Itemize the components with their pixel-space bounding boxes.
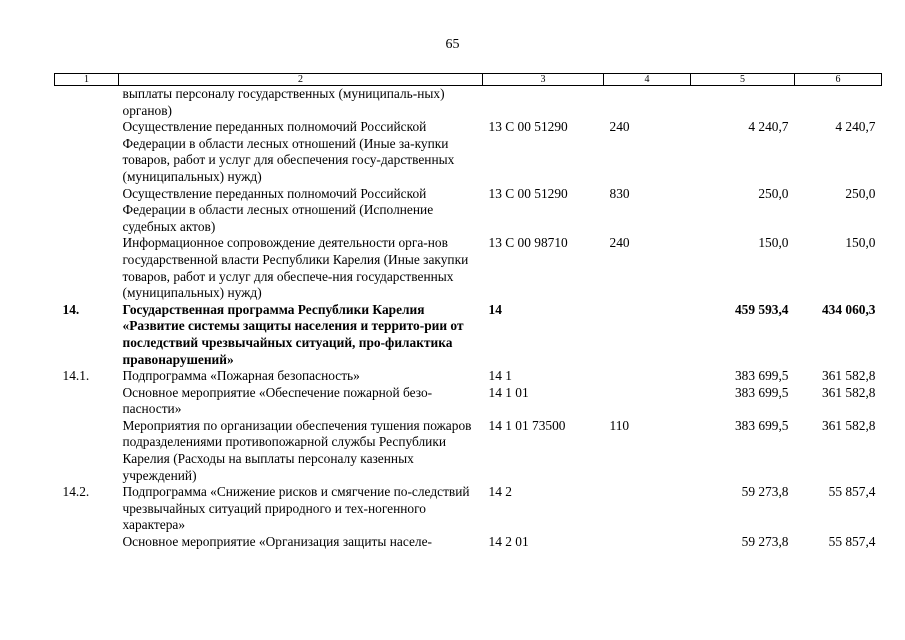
row-name: Основное мероприятие «Обеспечение пожарной безо-пасности» (122, 384, 433, 417)
amount-year-1: 59 273,8 (741, 484, 789, 500)
expense-type-code (604, 86, 691, 120)
amount-year-1: 459 593,4 (734, 301, 789, 317)
amount-year-2: 361 582,8 (821, 384, 876, 400)
amount-year-2: 434 060,3 (821, 301, 876, 317)
row-number: 14.2. (62, 484, 90, 500)
row-number: 14.1. (62, 368, 90, 384)
expense-type-code (604, 385, 691, 418)
amount-year-1: 383 699,5 (734, 384, 789, 400)
page-number: 65 (445, 37, 460, 52)
expense-type-code: 110 (609, 417, 630, 433)
amount-year-1: 250,0 (758, 185, 789, 201)
row-number (55, 119, 119, 185)
target-code: 14 2 (488, 484, 512, 500)
expense-type-code (604, 302, 691, 368)
amount-year-2: 150,0 (845, 235, 876, 251)
row-name: выплаты персоналу государственных (муниципаль-ных) органов) (122, 86, 445, 118)
target-code: 13 С 00 98710 (488, 235, 568, 251)
expense-type-code: 240 (609, 235, 630, 251)
amount-year-1: 383 699,5 (734, 417, 789, 433)
row-name: Государственная программа Республики Карелия «Развитие системы защиты населения и террито-рии от последствий чрезвычайных ситуаций, про-филактика правонарушений» (122, 301, 464, 367)
expense-type-code (604, 484, 691, 534)
expense-type-code: 830 (609, 185, 630, 201)
table-row (55, 368, 882, 385)
table-row (55, 484, 882, 534)
amount-year-2: 55 857,4 (828, 484, 876, 500)
row-name: Информационное сопровождение деятельности орга-нов государственной власти Республики Карелия (Иные закупки товаров, работ и услуг для обеспече-ния государственных (муниципальных) нужд) (122, 235, 469, 301)
amount-year-2: 361 582,8 (821, 417, 876, 433)
amount-year-1 (691, 86, 795, 120)
expense-type-code (604, 534, 691, 551)
column-header-2: 2 (119, 74, 483, 86)
amount-year-2 (795, 86, 882, 120)
row-number (55, 534, 119, 551)
column-header-3: 3 (483, 74, 604, 86)
row-number (55, 186, 119, 236)
amount-year-2: 55 857,4 (828, 534, 876, 550)
expense-type-code (604, 368, 691, 385)
row-number (55, 385, 119, 418)
amount-year-2: 250,0 (845, 185, 876, 201)
amount-year-1: 4 240,7 (748, 119, 789, 135)
column-header-1: 1 (55, 74, 119, 86)
table-row (55, 302, 882, 368)
amount-year-1: 59 273,8 (741, 534, 789, 550)
column-header-4: 4 (604, 74, 691, 86)
target-code: 14 1 01 73500 (488, 417, 566, 433)
table-row (55, 534, 882, 551)
row-number: 14. (62, 301, 80, 317)
column-header-6: 6 (795, 74, 882, 86)
table-body (55, 86, 882, 551)
target-code: 14 (488, 301, 502, 317)
column-header-5: 5 (691, 74, 795, 86)
row-name: Осуществление переданных полномочий Российской Федерации в области лесных отношений (Исполнение судебных актов) (122, 185, 434, 234)
target-code: 14 1 (488, 368, 512, 384)
budget-table (54, 73, 882, 551)
table-row (55, 235, 882, 301)
row-name: Подпрограмма «Пожарная безопасность» (122, 368, 360, 384)
target-code: 14 2 01 (488, 534, 529, 550)
target-code: 13 С 00 51290 (488, 185, 568, 201)
table-row (55, 385, 882, 418)
row-name: Подпрограмма «Снижение рисков и смягчение по-следствий чрезвычайных ситуаций природного и тех-ногенного характера» (122, 484, 470, 533)
row-number (55, 235, 119, 301)
expense-type-code: 240 (609, 119, 630, 135)
target-code (483, 86, 604, 120)
row-name: Осуществление переданных полномочий Российской Федерации в области лесных отношений (Иные за-купки товаров, работ и услуг для обеспечения госу-дарственных (муниципальных) нужд) (122, 119, 455, 184)
column-number-row (55, 74, 882, 86)
table-row (55, 86, 882, 120)
table-row (55, 186, 882, 236)
row-name: Мероприятия по организации обеспечения тушения пожаров подразделениями противопожарной службы Республики Карелия (Расходы на выплаты персоналу казенных учреждений) (122, 417, 472, 483)
table-header (55, 74, 882, 86)
amount-year-2: 4 240,7 (835, 119, 876, 135)
amount-year-1: 383 699,5 (734, 368, 789, 384)
table-row (55, 119, 882, 185)
row-number (55, 86, 119, 120)
amount-year-1: 150,0 (758, 235, 789, 251)
table-row (55, 418, 882, 484)
row-name: Основное мероприятие «Организация защиты населе- (122, 534, 432, 550)
target-code: 14 1 01 (488, 384, 529, 400)
amount-year-2: 361 582,8 (821, 368, 876, 384)
row-number (55, 418, 119, 484)
target-code: 13 С 00 51290 (488, 119, 568, 135)
